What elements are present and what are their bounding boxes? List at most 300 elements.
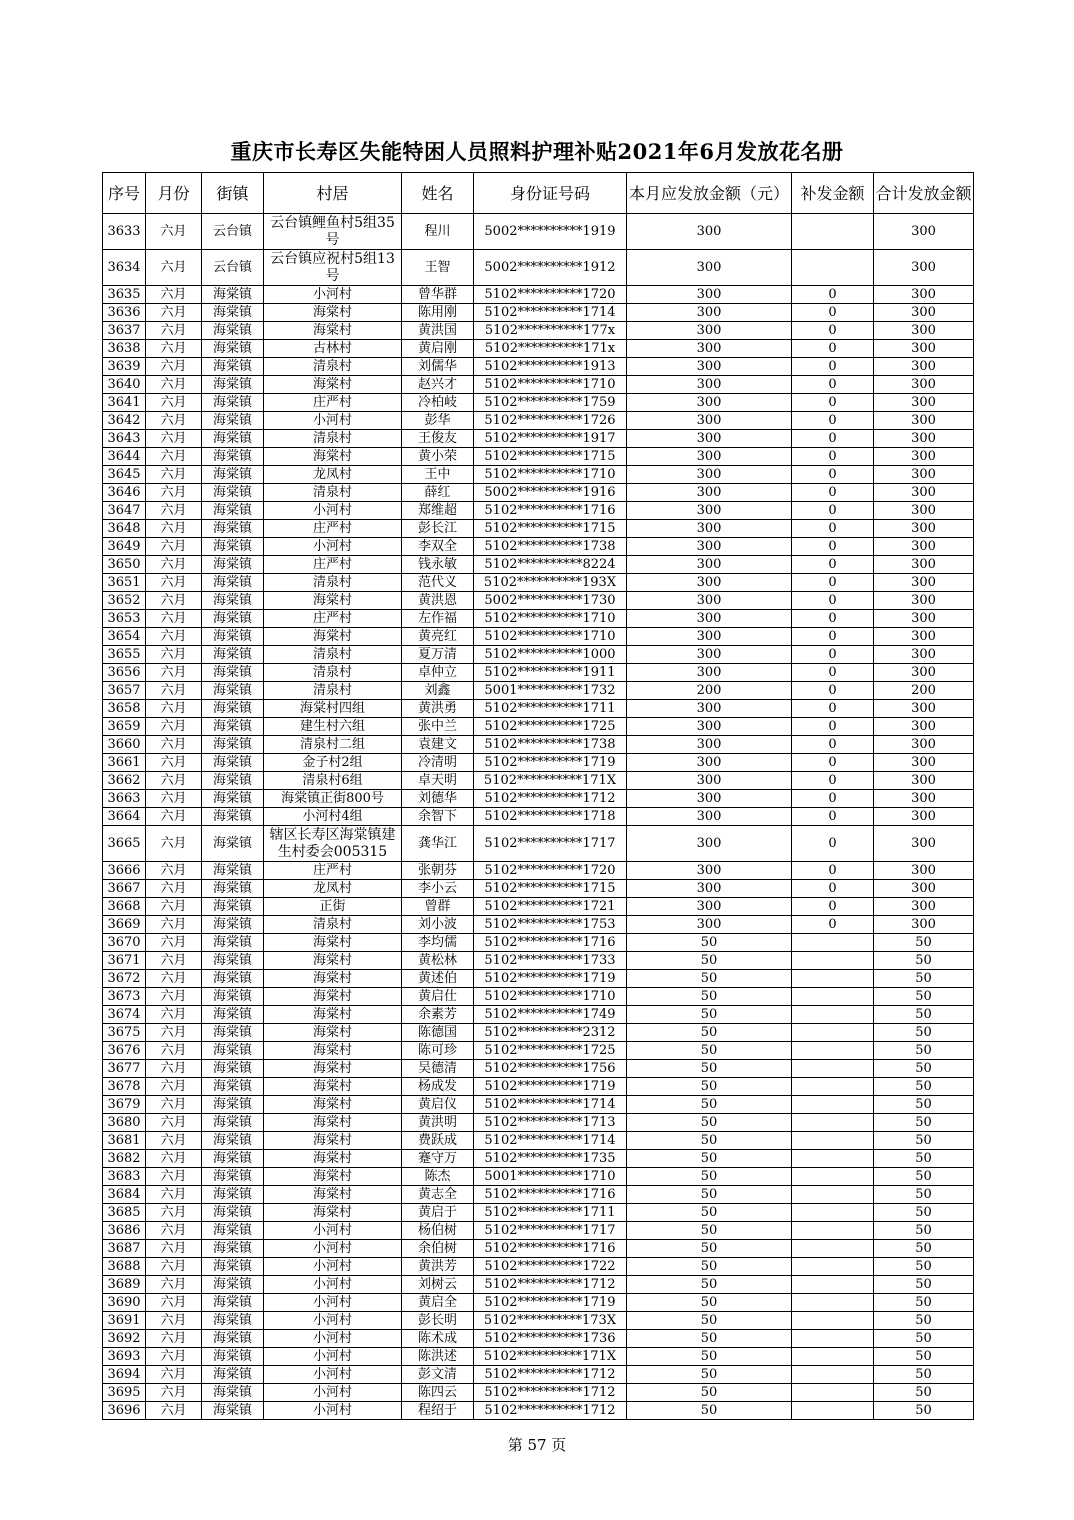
cell-supplement	[792, 1204, 874, 1222]
cell-total: 50	[874, 1276, 974, 1294]
cell-name: 黄小荣	[402, 448, 474, 466]
cell-total: 300	[874, 610, 974, 628]
cell-total: 300	[874, 862, 974, 880]
cell-seq: 3665	[103, 826, 146, 862]
cell-id: 5102**********1711	[474, 700, 627, 718]
cell-supplement	[792, 1258, 874, 1276]
cell-amount-due: 300	[627, 340, 792, 358]
cell-supplement: 0	[792, 340, 874, 358]
cell-village: 海棠村	[264, 1186, 402, 1204]
cell-name: 夏万清	[402, 646, 474, 664]
cell-total: 50	[874, 988, 974, 1006]
cell-month: 六月	[146, 754, 202, 772]
cell-id: 5102**********1716	[474, 502, 627, 520]
cell-name: 郑维超	[402, 502, 474, 520]
table-row	[103, 1240, 974, 1258]
cell-village: 庄严村	[264, 556, 402, 574]
cell-month: 六月	[146, 1024, 202, 1042]
cell-name: 陈可珍	[402, 1042, 474, 1060]
cell-name: 彭长江	[402, 520, 474, 538]
cell-month: 六月	[146, 322, 202, 340]
cell-id: 5102**********1759	[474, 394, 627, 412]
cell-town: 海棠镇	[202, 718, 264, 736]
cell-village: 海棠村	[264, 952, 402, 970]
cell-name: 钱永敏	[402, 556, 474, 574]
table-row	[103, 538, 974, 556]
cell-id: 5102**********1911	[474, 664, 627, 682]
cell-total: 300	[874, 304, 974, 322]
cell-name: 曾群	[402, 898, 474, 916]
cell-month: 六月	[146, 682, 202, 700]
cell-name: 黄启全	[402, 1294, 474, 1312]
cell-supplement	[792, 970, 874, 988]
cell-name: 陈德国	[402, 1024, 474, 1042]
cell-seq: 3666	[103, 862, 146, 880]
cell-month: 六月	[146, 592, 202, 610]
cell-month: 六月	[146, 898, 202, 916]
table-row	[103, 520, 974, 538]
cell-supplement: 0	[792, 466, 874, 484]
cell-month: 六月	[146, 772, 202, 790]
cell-total: 200	[874, 682, 974, 700]
table-row	[103, 286, 974, 304]
cell-amount-due: 50	[627, 1186, 792, 1204]
cell-id: 5102**********1717	[474, 1222, 627, 1240]
cell-amount-due: 50	[627, 1348, 792, 1366]
cell-village: 海棠村	[264, 1078, 402, 1096]
cell-amount-due: 50	[627, 1204, 792, 1222]
cell-seq: 3680	[103, 1114, 146, 1132]
cell-name: 陈术成	[402, 1330, 474, 1348]
cell-total: 50	[874, 1006, 974, 1024]
cell-amount-due: 50	[627, 1312, 792, 1330]
cell-town: 海棠镇	[202, 502, 264, 520]
cell-supplement	[792, 1312, 874, 1330]
cell-total: 300	[874, 664, 974, 682]
table-row	[103, 1114, 974, 1132]
cell-id: 5102**********8224	[474, 556, 627, 574]
cell-town: 海棠镇	[202, 754, 264, 772]
cell-name: 冷清明	[402, 754, 474, 772]
table-row	[103, 898, 974, 916]
cell-village: 海棠村	[264, 376, 402, 394]
cell-amount-due: 300	[627, 700, 792, 718]
cell-name: 刘儒华	[402, 358, 474, 376]
cell-town: 海棠镇	[202, 1042, 264, 1060]
cell-town: 海棠镇	[202, 340, 264, 358]
cell-supplement	[792, 1024, 874, 1042]
cell-id: 5102**********1719	[474, 1294, 627, 1312]
cell-total: 300	[874, 484, 974, 502]
cell-month: 六月	[146, 394, 202, 412]
cell-seq: 3679	[103, 1096, 146, 1114]
cell-town: 海棠镇	[202, 1024, 264, 1042]
cell-month: 六月	[146, 520, 202, 538]
cell-name: 杨伯树	[402, 1222, 474, 1240]
cell-village: 清泉村	[264, 664, 402, 682]
cell-amount-due: 300	[627, 502, 792, 520]
cell-month: 六月	[146, 556, 202, 574]
cell-town: 海棠镇	[202, 826, 264, 862]
cell-id: 5002**********1919	[474, 214, 627, 250]
cell-total: 300	[874, 250, 974, 286]
cell-supplement	[792, 1186, 874, 1204]
cell-supplement: 0	[792, 754, 874, 772]
cell-town: 海棠镇	[202, 1096, 264, 1114]
cell-seq: 3674	[103, 1006, 146, 1024]
cell-village: 小河村	[264, 1222, 402, 1240]
cell-town: 海棠镇	[202, 1150, 264, 1168]
table-row	[103, 502, 974, 520]
cell-total: 50	[874, 1042, 974, 1060]
cell-supplement: 0	[792, 862, 874, 880]
cell-seq: 3668	[103, 898, 146, 916]
cell-month: 六月	[146, 484, 202, 502]
cell-id: 5102**********193X	[474, 574, 627, 592]
cell-town: 海棠镇	[202, 682, 264, 700]
cell-id: 5102**********1725	[474, 718, 627, 736]
cell-seq: 3663	[103, 790, 146, 808]
cell-amount-due: 300	[627, 592, 792, 610]
cell-name: 陈杰	[402, 1168, 474, 1186]
cell-name: 冷柏岐	[402, 394, 474, 412]
cell-village: 海棠村	[264, 592, 402, 610]
cell-month: 六月	[146, 664, 202, 682]
cell-total: 300	[874, 826, 974, 862]
table-row	[103, 1096, 974, 1114]
cell-town: 海棠镇	[202, 466, 264, 484]
cell-village: 小河村4组	[264, 808, 402, 826]
cell-name: 曾华群	[402, 286, 474, 304]
cell-month: 六月	[146, 1042, 202, 1060]
table-row	[103, 430, 974, 448]
cell-town: 海棠镇	[202, 1240, 264, 1258]
cell-month: 六月	[146, 1186, 202, 1204]
cell-seq: 3660	[103, 736, 146, 754]
cell-amount-due: 50	[627, 1222, 792, 1240]
cell-total: 50	[874, 1222, 974, 1240]
table-row	[103, 556, 974, 574]
cell-seq: 3637	[103, 322, 146, 340]
table-row	[103, 1330, 974, 1348]
cell-supplement: 0	[792, 898, 874, 916]
cell-town: 海棠镇	[202, 1006, 264, 1024]
cell-month: 六月	[146, 880, 202, 898]
cell-supplement: 0	[792, 448, 874, 466]
cell-amount-due: 300	[627, 628, 792, 646]
cell-supplement	[792, 1096, 874, 1114]
cell-name: 黄亮红	[402, 628, 474, 646]
cell-month: 六月	[146, 538, 202, 556]
cell-name: 李小云	[402, 880, 474, 898]
cell-supplement: 0	[792, 916, 874, 934]
cell-month: 六月	[146, 826, 202, 862]
cell-id: 5102**********1712	[474, 1384, 627, 1402]
cell-amount-due: 50	[627, 1258, 792, 1276]
cell-seq: 3678	[103, 1078, 146, 1096]
cell-seq: 3694	[103, 1366, 146, 1384]
cell-total: 300	[874, 592, 974, 610]
cell-supplement: 0	[792, 412, 874, 430]
cell-total: 50	[874, 952, 974, 970]
cell-id: 5002**********1916	[474, 484, 627, 502]
cell-amount-due: 300	[627, 376, 792, 394]
table-row	[103, 1060, 974, 1078]
cell-seq: 3695	[103, 1384, 146, 1402]
cell-amount-due: 50	[627, 1132, 792, 1150]
cell-supplement	[792, 1078, 874, 1096]
cell-amount-due: 50	[627, 1150, 792, 1168]
table-row	[103, 772, 974, 790]
cell-amount-due: 300	[627, 538, 792, 556]
cell-supplement	[792, 1114, 874, 1132]
cell-seq: 3667	[103, 880, 146, 898]
cell-town: 海棠镇	[202, 610, 264, 628]
cell-town: 海棠镇	[202, 898, 264, 916]
cell-month: 六月	[146, 1096, 202, 1114]
cell-amount-due: 300	[627, 448, 792, 466]
cell-id: 5102**********171x	[474, 340, 627, 358]
cell-id: 5102**********1756	[474, 1060, 627, 1078]
cell-total: 300	[874, 754, 974, 772]
cell-town: 海棠镇	[202, 952, 264, 970]
cell-village: 海棠村	[264, 1024, 402, 1042]
table-row	[103, 826, 974, 862]
cell-month: 六月	[146, 412, 202, 430]
table-row	[103, 862, 974, 880]
cell-village: 海棠村	[264, 934, 402, 952]
cell-name: 彭长明	[402, 1312, 474, 1330]
cell-supplement	[792, 1348, 874, 1366]
table-row	[103, 916, 974, 934]
cell-town: 海棠镇	[202, 664, 264, 682]
cell-town: 海棠镇	[202, 1204, 264, 1222]
cell-supplement	[792, 214, 874, 250]
cell-name: 杨成发	[402, 1078, 474, 1096]
cell-total: 50	[874, 1366, 974, 1384]
cell-village: 小河村	[264, 286, 402, 304]
cell-name: 黄松林	[402, 952, 474, 970]
cell-month: 六月	[146, 1402, 202, 1420]
table-row	[103, 808, 974, 826]
page-number: 第 57 页	[507, 1436, 567, 1454]
cell-village: 海棠村	[264, 988, 402, 1006]
cell-town: 海棠镇	[202, 808, 264, 826]
cell-village: 清泉村	[264, 574, 402, 592]
cell-amount-due: 50	[627, 934, 792, 952]
cell-id: 5102**********1721	[474, 898, 627, 916]
cell-village: 清泉村	[264, 916, 402, 934]
col-header-total: 合计发放金额	[874, 173, 974, 214]
table-row	[103, 682, 974, 700]
cell-total: 300	[874, 538, 974, 556]
cell-town: 海棠镇	[202, 934, 264, 952]
cell-name: 袁建文	[402, 736, 474, 754]
cell-village: 小河村	[264, 1366, 402, 1384]
cell-id: 5102**********1714	[474, 304, 627, 322]
cell-village: 海棠镇正街800号	[264, 790, 402, 808]
cell-total: 50	[874, 1114, 974, 1132]
cell-amount-due: 300	[627, 718, 792, 736]
col-header-month: 月份	[146, 173, 202, 214]
cell-seq: 3645	[103, 466, 146, 484]
cell-name: 程川	[402, 214, 474, 250]
cell-village: 海棠村	[264, 1204, 402, 1222]
cell-month: 六月	[146, 466, 202, 484]
cell-amount-due: 300	[627, 736, 792, 754]
cell-name: 余智下	[402, 808, 474, 826]
cell-village: 海棠村	[264, 1042, 402, 1060]
cell-town: 海棠镇	[202, 970, 264, 988]
cell-total: 50	[874, 1078, 974, 1096]
cell-month: 六月	[146, 358, 202, 376]
cell-name: 卓仲立	[402, 664, 474, 682]
cell-supplement: 0	[792, 394, 874, 412]
cell-total: 50	[874, 1204, 974, 1222]
cell-id: 5102**********1913	[474, 358, 627, 376]
cell-town: 海棠镇	[202, 700, 264, 718]
cell-amount-due: 300	[627, 484, 792, 502]
cell-id: 5102**********1719	[474, 970, 627, 988]
col-header-supplement: 补发金额	[792, 173, 874, 214]
table-row	[103, 610, 974, 628]
table-row	[103, 1312, 974, 1330]
cell-town: 海棠镇	[202, 376, 264, 394]
cell-seq: 3683	[103, 1168, 146, 1186]
cell-supplement: 0	[792, 826, 874, 862]
cell-village: 海棠村	[264, 1096, 402, 1114]
table-row	[103, 1384, 974, 1402]
cell-amount-due: 50	[627, 1042, 792, 1060]
cell-supplement	[792, 1294, 874, 1312]
cell-total: 300	[874, 502, 974, 520]
cell-total: 300	[874, 214, 974, 250]
cell-village: 海棠村	[264, 1132, 402, 1150]
cell-month: 六月	[146, 1114, 202, 1132]
cell-town: 海棠镇	[202, 1168, 264, 1186]
cell-amount-due: 300	[627, 304, 792, 322]
cell-amount-due: 300	[627, 772, 792, 790]
table-row	[103, 736, 974, 754]
cell-amount-due: 50	[627, 1096, 792, 1114]
cell-village: 海棠村	[264, 628, 402, 646]
cell-month: 六月	[146, 1060, 202, 1078]
cell-id: 5102**********1749	[474, 1006, 627, 1024]
cell-village: 海棠村	[264, 1006, 402, 1024]
cell-supplement: 0	[792, 610, 874, 628]
cell-amount-due: 50	[627, 1330, 792, 1348]
cell-seq: 3648	[103, 520, 146, 538]
cell-amount-due: 50	[627, 970, 792, 988]
cell-month: 六月	[146, 448, 202, 466]
cell-seq: 3662	[103, 772, 146, 790]
cell-month: 六月	[146, 628, 202, 646]
cell-village: 辖区长寿区海棠镇建生村委会005315	[264, 826, 402, 862]
cell-village: 海棠村	[264, 322, 402, 340]
cell-id: 5102**********1712	[474, 1276, 627, 1294]
cell-town: 海棠镇	[202, 520, 264, 538]
cell-village: 古林村	[264, 340, 402, 358]
cell-village: 正街	[264, 898, 402, 916]
cell-total: 50	[874, 1240, 974, 1258]
table-row	[103, 700, 974, 718]
cell-total: 50	[874, 1024, 974, 1042]
cell-total: 50	[874, 1294, 974, 1312]
cell-seq: 3684	[103, 1186, 146, 1204]
cell-id: 5102**********1738	[474, 538, 627, 556]
cell-amount-due: 50	[627, 1240, 792, 1258]
cell-total: 50	[874, 970, 974, 988]
cell-id: 5102**********1710	[474, 466, 627, 484]
cell-village: 海棠村	[264, 1060, 402, 1078]
cell-total: 300	[874, 790, 974, 808]
cell-total: 300	[874, 880, 974, 898]
cell-village: 清泉村二组	[264, 736, 402, 754]
cell-total: 300	[874, 322, 974, 340]
col-header-seq: 序号	[103, 173, 146, 214]
cell-amount-due: 300	[627, 664, 792, 682]
cell-name: 程绍于	[402, 1402, 474, 1420]
table-row	[103, 466, 974, 484]
cell-amount-due: 200	[627, 682, 792, 700]
cell-total: 50	[874, 1258, 974, 1276]
cell-month: 六月	[146, 646, 202, 664]
cell-village: 海棠村	[264, 970, 402, 988]
header-row	[103, 173, 974, 214]
cell-name: 王中	[402, 466, 474, 484]
cell-name: 范代义	[402, 574, 474, 592]
cell-month: 六月	[146, 430, 202, 448]
table-row	[103, 1006, 974, 1024]
table-row	[103, 880, 974, 898]
cell-amount-due: 50	[627, 1276, 792, 1294]
cell-supplement: 0	[792, 682, 874, 700]
cell-town: 海棠镇	[202, 1186, 264, 1204]
cell-supplement: 0	[792, 322, 874, 340]
cell-town: 海棠镇	[202, 1114, 264, 1132]
cell-amount-due: 50	[627, 1060, 792, 1078]
table-row	[103, 340, 974, 358]
cell-amount-due: 300	[627, 826, 792, 862]
cell-name: 彭文清	[402, 1366, 474, 1384]
cell-id: 5102**********171X	[474, 772, 627, 790]
cell-town: 海棠镇	[202, 1132, 264, 1150]
cell-name: 黄启于	[402, 1204, 474, 1222]
table-row	[103, 1168, 974, 1186]
cell-id: 5102**********1712	[474, 1366, 627, 1384]
cell-seq: 3634	[103, 250, 146, 286]
cell-supplement	[792, 1168, 874, 1186]
cell-seq: 3658	[103, 700, 146, 718]
cell-amount-due: 300	[627, 394, 792, 412]
cell-seq: 3656	[103, 664, 146, 682]
cell-name: 卓天明	[402, 772, 474, 790]
cell-seq: 3649	[103, 538, 146, 556]
cell-amount-due: 300	[627, 880, 792, 898]
cell-month: 六月	[146, 1330, 202, 1348]
cell-name: 李双全	[402, 538, 474, 556]
cell-seq: 3693	[103, 1348, 146, 1366]
cell-id: 5102**********1714	[474, 1096, 627, 1114]
cell-id: 5102**********1917	[474, 430, 627, 448]
cell-supplement: 0	[792, 574, 874, 592]
cell-supplement	[792, 1150, 874, 1168]
cell-id: 5102**********1717	[474, 826, 627, 862]
cell-total: 50	[874, 1384, 974, 1402]
cell-village: 小河村	[264, 1258, 402, 1276]
cell-town: 海棠镇	[202, 1348, 264, 1366]
col-header-village: 村居	[264, 173, 402, 214]
